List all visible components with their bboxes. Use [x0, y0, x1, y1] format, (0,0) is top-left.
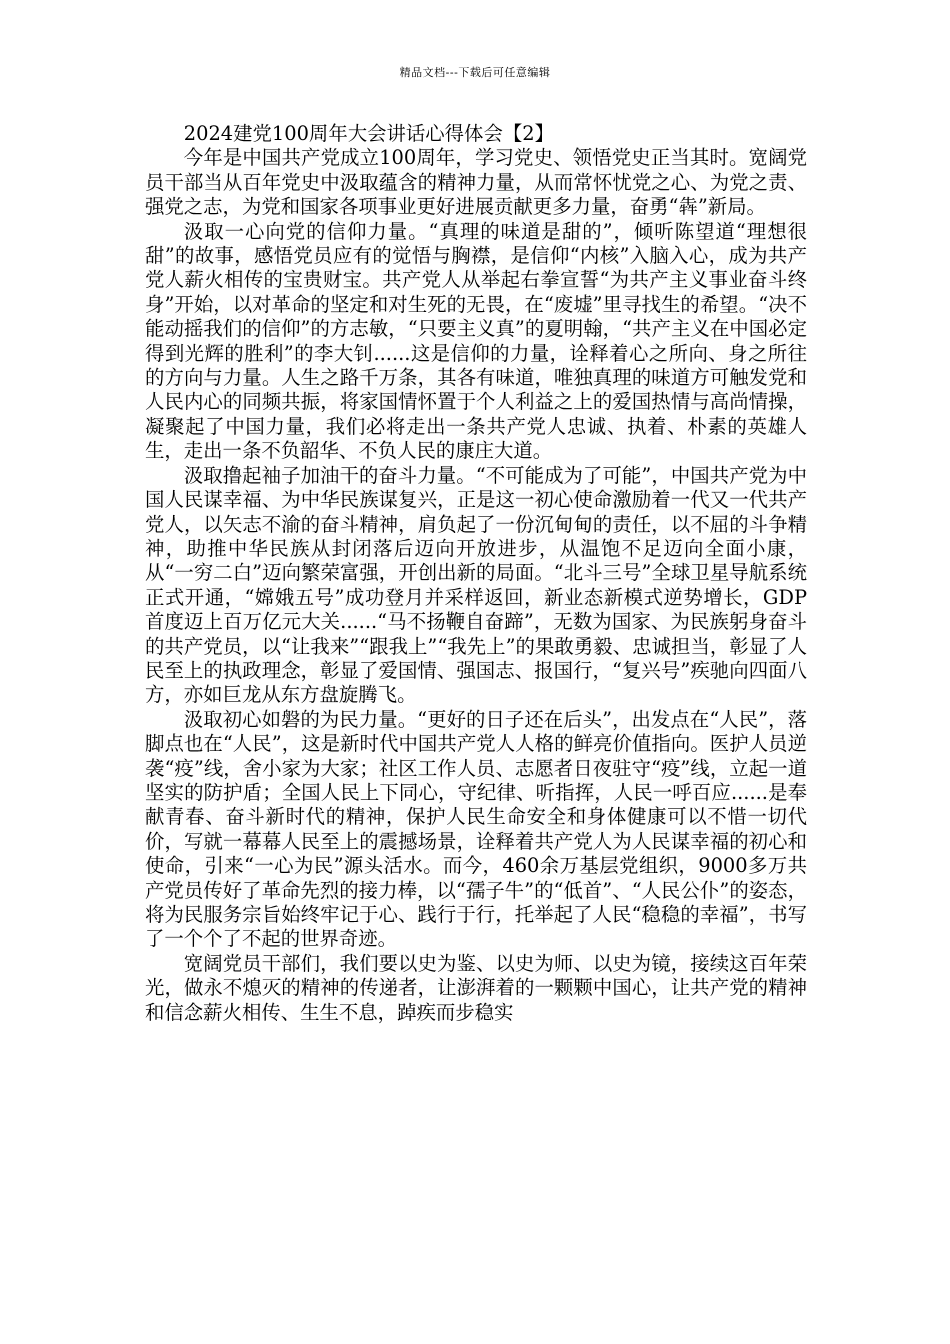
- paragraph-2: 汲取一心向党的信仰力量。“真理的味道是甜的”，倾听陈望道“理想很甜”的故事，感悟党员应有的觉悟与胸襟，是信仰“内核”入脑入心，成为共产党人薪火相传的宝贵财宝。共产党人从举起右拳宣誓“为共产主义事业奋斗终身”开始，以对革命的坚定和对生死的无畏，在“废墟”里寻找生的希望。“决不能动摇我们的信仰”的方志敏，“只要主义真”的夏明翰，“共产主义在中国必定得到光辉的胜利”的李大钊......这是信仰的力量，诠释着心之所向、身之所往的方向与力量。人生之路千万条，其各有味道，唯独真理的味道方可触发党和人民内心的同频共振，将家国情怀置于个人利益之上的爱国热情与高尚情操，凝聚起了中国力量，我们必将走出一条共产党人忠诚、执着、朴素的英雄人生，走出一条不负韶华、不负人民的康庄大道。: [145, 219, 807, 463]
- paragraph-3: 汲取撸起袖子加油干的奋斗力量。“不可能成为了可能”，中国共产党为中国人民谋幸福、为中华民族谋复兴，正是这一初心使命激励着一代又一代共产党人，以矢志不渝的奋斗精神，肩负起了一份沉甸甸的责任，以不屈的斗争精神，助推中华民族从封闭落后迈向开放进步，从温饱不足迈向全面小康，从“一穷二白”迈向繁荣富强，开创出新的局面。“北斗三号”全球卫星导航系统正式开通，“嫦娥五号”成功登月并采样返回，新业态新模式逆势增长，GDP首度迈上百万亿元大关......“马不扬鞭自奋蹄”，无数为国家、为民族躬身奋斗的共产党员，以“让我来”“跟我上”“我先上”的果敢勇毅、忠诚担当，彰显了人民至上的执政理念，彰显了爱国情、强国志、报国行，“复兴号”疾驰向四面八方，亦如巨龙从东方盘旋腾飞。: [145, 463, 807, 707]
- paragraph-1: 今年是中国共产党成立100周年，学习党史、领悟党史正当其时。宽阔党员干部当从百年党史中汲取蕴含的精神力量，从而常怀忧党之心、为党之责、强党之志，为党和国家各项事业更好进展贡献更多力量，奋勇“犇”新局。: [145, 146, 807, 219]
- document-title: 2024建党100周年大会讲话心得体会【2】: [183, 122, 554, 145]
- paragraph-5: 宽阔党员干部们，我们要以史为鉴、以史为师、以史为镜，接续这百年荣光，做永不熄灭的精神的传递者，让澎湃着的一颗颗中国心，让共产党的精神和信念薪火相传、生生不息，踔疾而步稳实: [145, 951, 807, 1024]
- paragraph-4: 汲取初心如磐的为民力量。“更好的日子还在后头”，出发点在“人民”，落脚点也在“人民”，这是新时代中国共产党人人格的鲜亮价值指向。医护人员逆袭“疫”线，舍小家为大家；社区工作人员、志愿者日夜驻守“疫”线，立起一道坚实的防护盾；全国人民上下同心，守纪律、听指挥，人民一呼百应......是奉献青春、奋斗新时代的精神，保护人民生命安全和身体健康可以不惜一切代价，写就一幕幕人民至上的震撼场景，诠释着共产党人为人民谋幸福的初心和使命，引来“一心为民”源头活水。而今，460余万基层党组织，9000多万共产党员传好了革命先烈的接力棒，以“孺子牛”的“低首”、“人民公仆”的姿态，将为民服务宗旨始终牢记于心、践行于行，托举起了人民“稳稳的幸福”，书写了一个个了不起的世界奇迹。: [145, 707, 807, 951]
- document-body: [145, 122, 807, 1025]
- page-header: 精品文档---下载后可任意编辑: [399, 66, 551, 79]
